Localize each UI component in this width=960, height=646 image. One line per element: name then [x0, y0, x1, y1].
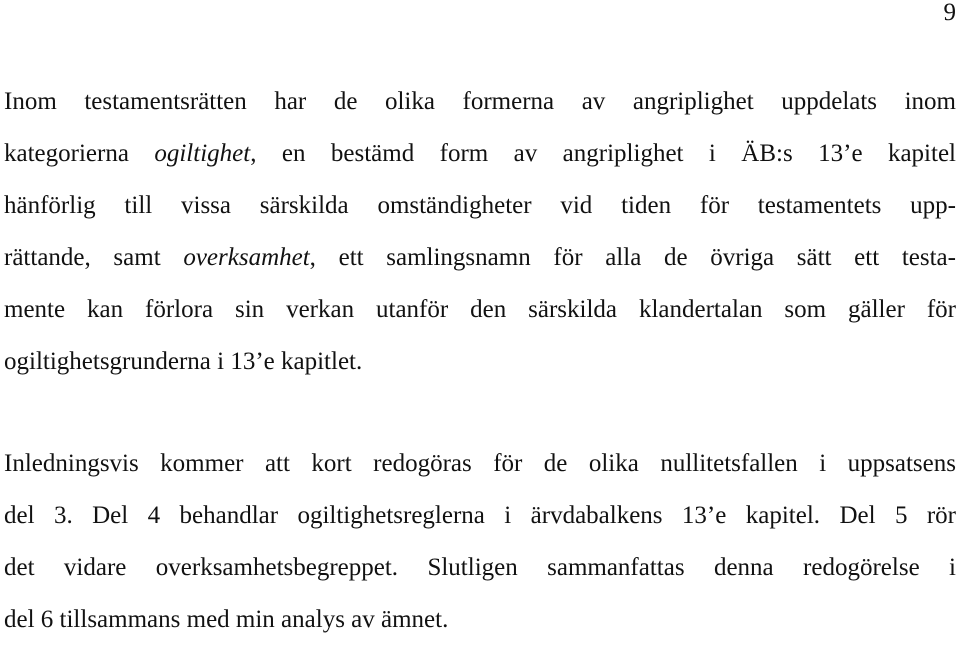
text-segment: hänförlig till vissa särskilda omständigheter vid tiden för testamentets upp-: [4, 192, 956, 219]
text-segment: Inom testamentsrätten har de olika formerna av angriplighet uppdelats inom: [4, 88, 956, 115]
text-line: [4, 128, 956, 180]
text-segment: , en bestämd form av angriplighet i ÄB:s 13’e kapitel: [250, 140, 956, 167]
emphasized-term: overksamhet: [183, 244, 310, 271]
text-line: [4, 284, 956, 336]
text-line: [4, 542, 956, 594]
text-line: [4, 490, 956, 542]
text-line: [4, 336, 956, 388]
text-segment: mente kan förlora sin verkan utanför den särskilda klandertalan som gäller för: [4, 296, 956, 323]
text-line: [4, 438, 956, 490]
text-segment: kategorierna: [4, 140, 155, 167]
text-segment: , ett samlingsnamn för alla de övriga sätt ett testa-: [309, 244, 956, 271]
text-line: [4, 232, 956, 284]
text-line: [4, 594, 956, 646]
text-line: [4, 76, 956, 128]
paragraph-2: [4, 438, 956, 646]
text-line: [4, 180, 956, 232]
emphasized-term: ogiltighet: [154, 140, 251, 167]
text-segment: ogiltighetsgrunderna i 13’e kapitlet.: [4, 348, 363, 375]
page-number: 9: [943, 0, 956, 26]
text-segment: rättande, samt: [4, 244, 184, 271]
text-segment: del 6 tillsammans med min analys av ämnet.: [4, 606, 449, 633]
text-segment: det vidare overksamhetsbegreppet. Slutligen sammanfattas denna redogörelse i: [4, 554, 956, 581]
text-segment: del 3. Del 4 behandlar ogiltighetsreglerna i ärvdabalkens 13’e kapitel. Del 5 rör: [4, 502, 956, 529]
paragraph-1: [4, 76, 956, 388]
text-segment: Inledningsvis kommer att kort redogöras för de olika nullitetsfallen i uppsatsens: [4, 450, 956, 477]
